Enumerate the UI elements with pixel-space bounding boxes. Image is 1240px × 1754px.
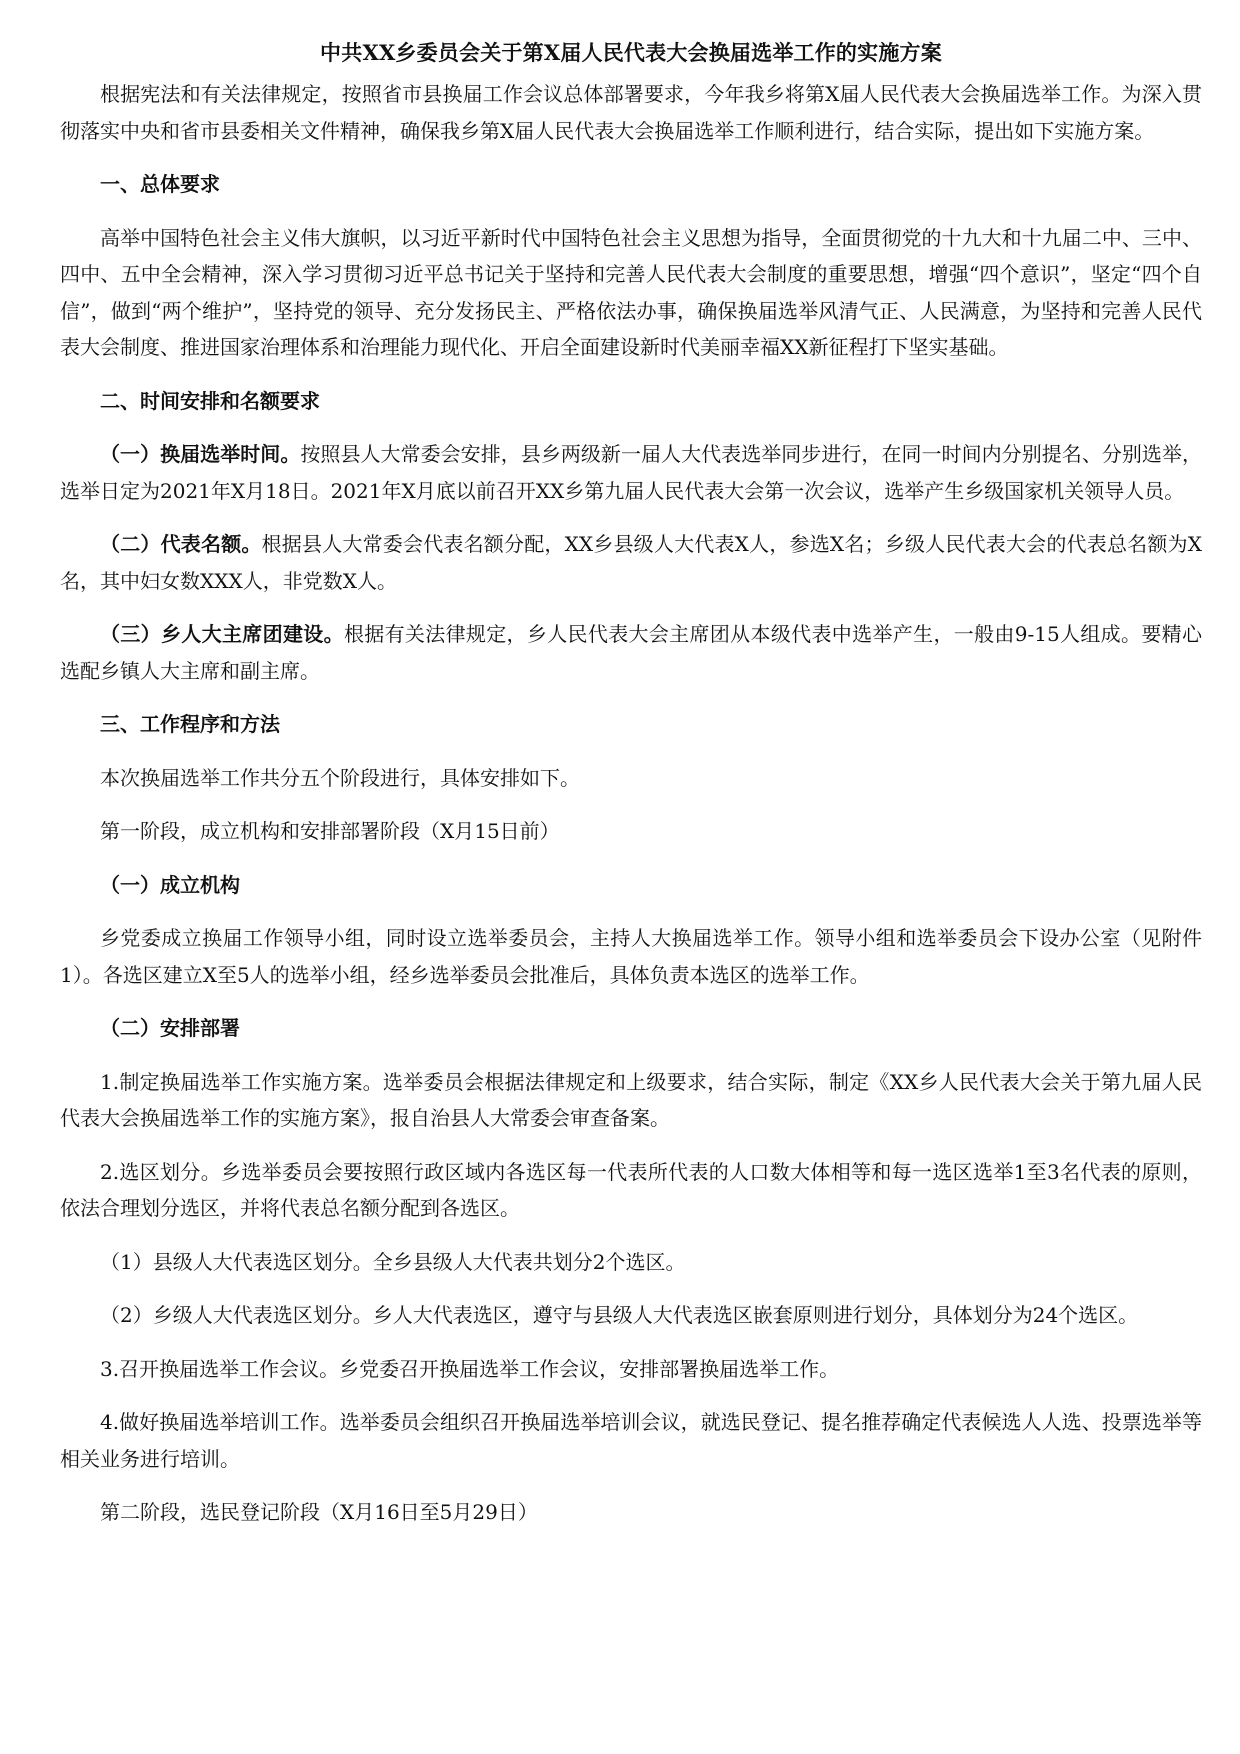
section-heading-schedule-quota: 二、时间安排和名额要求 [100,388,320,413]
step-2a-paragraph: （1）县级人大代表选区划分。全乡县级人大代表共划分2个选区。 [100,1249,686,1274]
subheading-establish-organization: （一）成立机构 [100,872,240,897]
representative-quota-body: 根据县人大常委会代表名额分配，XX乡县级人大代表X人，参选X名；乡级人民代表大会的代表总名额为X名，其中妇女数XXX人，非党数X人。 [60,532,1202,593]
document-page [60,38,1202,1548]
stage-one-paragraph: 第一阶段，成立机构和安排部署阶段（X月15日前） [100,819,560,843]
presidium-lead: （三）乡人大主席团建设。 [100,622,344,646]
presidium-paragraph [60,616,1202,689]
establish-organization-paragraph: 乡党委成立换届工作领导小组，同时设立选举委员会，主持人大换届选举工作。领导小组和选举委员会下设办公室（见附件1）。各选区建立X至5人的选举小组，经乡选举委员会批准后，具体负责本选区的选举工作。 [60,926,1202,987]
election-time-paragraph [60,436,1202,509]
document-title: 中共XX乡委员会关于第X届人民代表大会换届选举工作的实施方案 [320,40,942,65]
step-2b-paragraph: （2）乡级人大代表选区划分。乡人大代表选区，遵守与县级人大代表选区嵌套原则进行划分，具体划分为24个选区。 [100,1303,1139,1327]
representative-quota-paragraph [60,526,1202,599]
section-heading-general-requirements: 一、总体要求 [100,172,220,196]
step-3-paragraph: 3.召开换届选举工作会议。乡党委召开换届选举工作会议，安排部署换届选举工作。 [100,1356,840,1381]
stage-two-paragraph: 第二阶段，选民登记阶段（X月16日至5月29日） [100,1500,538,1524]
representative-quota-lead: （二）代表名额。 [100,532,262,556]
subheading-arrangement: （二）安排部署 [100,1016,240,1040]
election-time-body: 按照县人大常委会安排，县乡两级新一届人大代表选举同步进行，在同一时间内分别提名、分别选举，选举日定为2021年X月18日。2021年X月底以前召开XX乡第九届人民代表大会第一次会议，选举产生乡级国家机关领导人员。 [60,442,1203,503]
presidium-body: 根据有关法律规定，乡人民代表大会主席团从本级代表中选举产生，一般由9-15人组成。要精心选配乡镇人大主席和副主席。 [60,622,1202,683]
general-requirements-paragraph: 高举中国特色社会主义伟大旗帜，以习近平新时代中国特色社会主义思想为指导，全面贯彻党的十九大和十九届二中、三中、四中、五中全会精神，深入学习贯彻习近平总书记关于坚持和完善人民代表大会制度的重要思想，增强“四个意识”，坚定“四个自信”，做到“两个维护”，坚持党的领导、充分发扬民主、严格依法办事，确保换届选举风清气正、人民满意，为坚持和完善人民代表大会制度、推进国家治理体系和治理能力现代化、开启全面建设新时代美丽幸福XX新征程打下坚实基础。 [60,225,1202,359]
intro-paragraph: 根据宪法和有关法律规定，按照省市县换届工作会议总体部署要求，今年我乡将第X届人民代表大会换届选举工作。为深入贯彻落实中央和省市县委相关文件精神，确保我乡第X届人民代表大会换届选举工作顺利进行，结合实际，提出如下实施方案。 [60,82,1202,143]
step-4-paragraph: 4.做好换届选举培训工作。选举委员会组织召开换届选举培训会议，就选民登记、提名推荐确定代表候选人人选、投票选举等相关业务进行培训。 [60,1410,1202,1471]
step-2-paragraph: 2.选区划分。乡选举委员会要按照行政区域内各选区每一代表所代表的人口数大体相等和每一选区选举1至3名代表的原则，依法合理划分选区，并将代表总名额分配到各选区。 [60,1159,1202,1220]
section-heading-procedure: 三、工作程序和方法 [100,712,280,736]
step-1-paragraph: 1.制定换届选举工作实施方案。选举委员会根据法律规定和上级要求，结合实际，制定《XX乡人民代表大会关于第九届人民代表大会换届选举工作的实施方案》，报自治县人大常委会审查备案。 [60,1069,1202,1130]
procedure-intro-paragraph: 本次换届选举工作共分五个阶段进行，具体安排如下。 [100,765,580,790]
election-time-lead: （一）换届选举时间。 [100,442,301,466]
